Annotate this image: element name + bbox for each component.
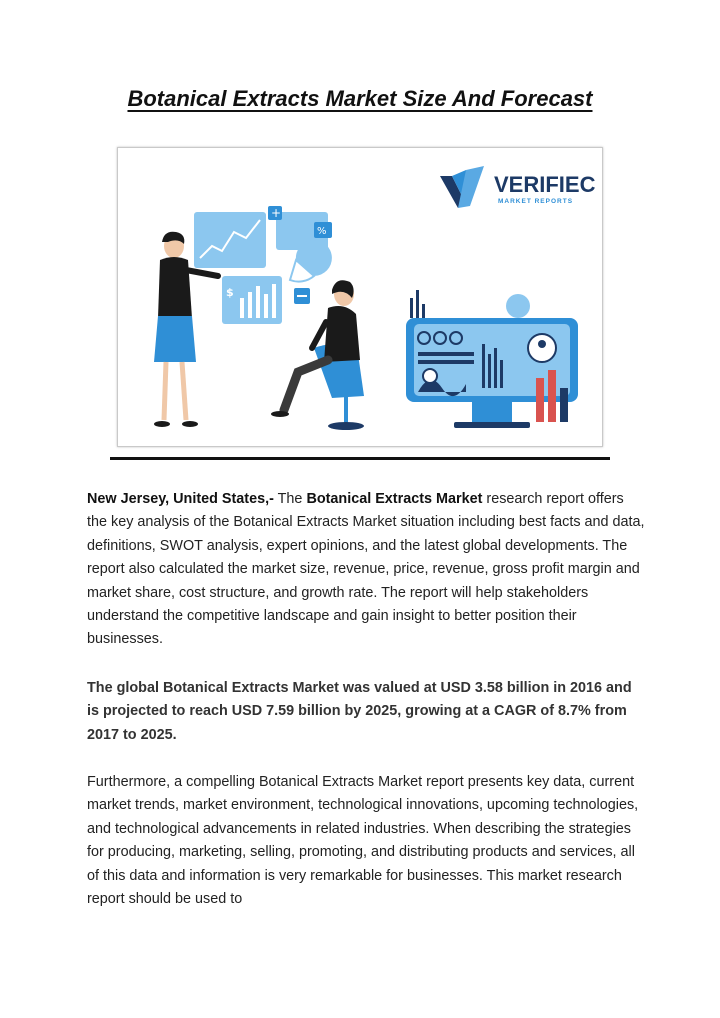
logo-name: VERIFIEC: [494, 172, 596, 197]
percent-icon: %: [317, 226, 327, 237]
trends-paragraph: Furthermore, a compelling Botanical Extracts Market report presents key data, current market trends, market environment, technological innovations, upcoming technologies, and technological advancements in related industries. When describing the strategies for producing, marketing, selling, promoting, and distributing products and services, all of this data and information is very remarkable for businesses. This market research report should be used to: [87, 774, 639, 908]
dollar-icon: $: [226, 286, 234, 299]
verified-logo: [440, 166, 596, 208]
market-name: Botanical Extracts Market: [306, 491, 483, 507]
intro-text-a: The: [273, 491, 307, 507]
page-title: Botanical Extracts Market Size And Forecast: [127, 86, 593, 111]
market-valuation-paragraph: The global Botanical Extracts Market was valued at USD 3.58 billion in 2016 and is projected to reach USD 7.59 billion by 2025, growing at a CAGR of 8.7% from 2017 to 2025.: [87, 680, 632, 743]
plus-icon: +: [271, 206, 282, 220]
hero-illustration: [117, 147, 603, 447]
intro-paragraph: [87, 488, 647, 652]
monitor-dashboard-illustration: [406, 290, 578, 428]
intro-text-b: research report offers the key analysis of the Botanical Extracts Market situation including best facts and data, definitions, SWOT analysis, expert opinions, and the latest global developments. The report also calculated the market size, revenue, price, revenue, gross profit margin and market share, cost structure, and growth rate. The report will help stakeholders understand the competitive landscape and gain insight to better position their businesses.: [87, 491, 645, 648]
chart-board-illustration: [194, 206, 332, 324]
section-divider: [110, 457, 610, 460]
location-label: New Jersey, United States,-: [87, 491, 274, 507]
logo-mark-icon: [440, 166, 484, 208]
seated-analyst-figure: [271, 280, 364, 430]
logo-tagline: MARKET REPORTS: [498, 198, 574, 205]
